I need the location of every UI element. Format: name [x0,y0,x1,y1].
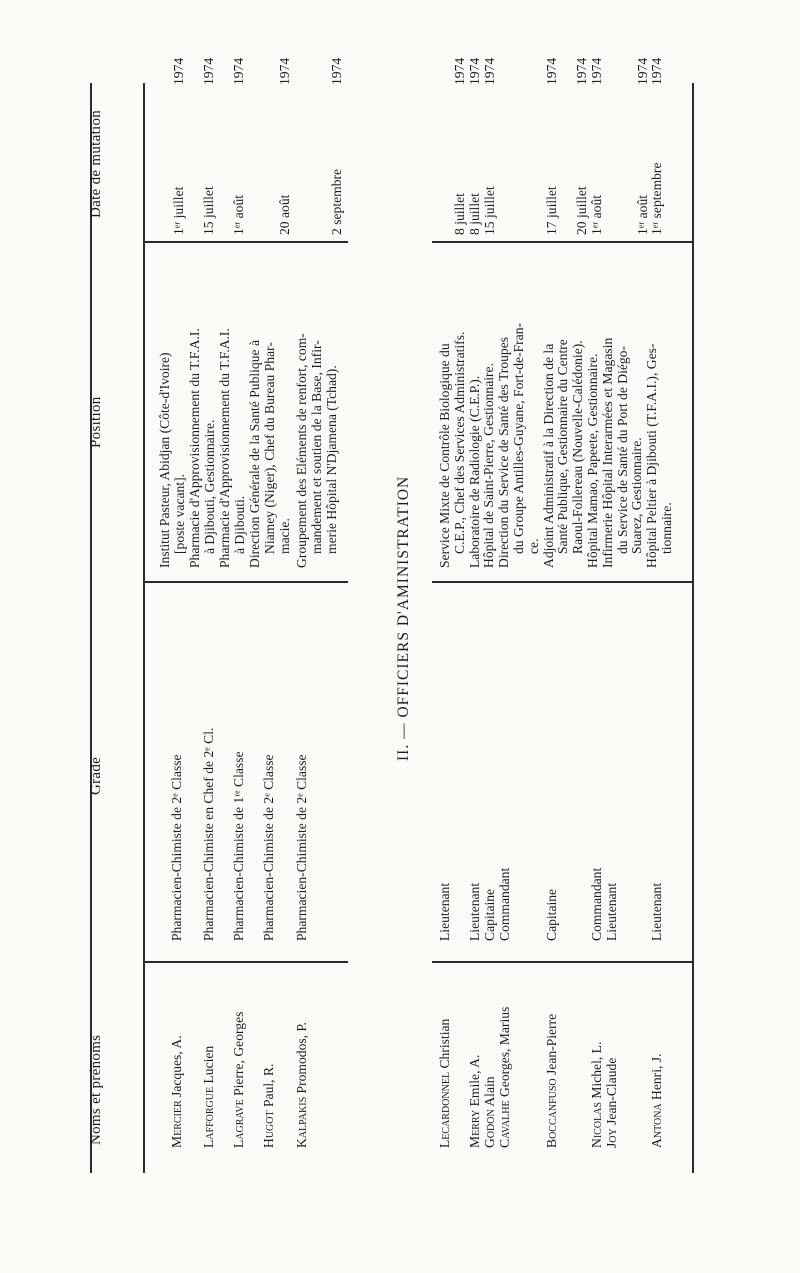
s2-name-8 [650,1054,665,1148]
date-text: 20 juillet [574,186,589,235]
year-text: 1974 [482,57,497,85]
year-text: 1974 [589,57,604,85]
s1-row3-name [232,1012,247,1148]
position-line: Direction du Service de Santé des Troupes [496,336,512,568]
col-sep-1-upper [143,962,348,964]
s1-row2-name [202,1046,217,1148]
given-name: Paul, R. [261,1063,276,1111]
section-2-title: II. — OFFICIERS D'AMINISTRATION [395,475,412,761]
surname: Mercier [169,1100,184,1148]
position-line: à Djibouti. [231,495,247,554]
col-sep-3-upper [143,242,348,244]
s1-row5-name [295,1022,310,1148]
bottom-border-line [692,83,694,1173]
s2-grade-8: Lieutenant [649,882,664,941]
header-bottom-line [143,83,145,1173]
given-name: Michel, L. [589,1041,604,1103]
position-line: Laboratoire de Radiologie (C.E.P.). [466,375,482,568]
given-name: Lucien [201,1045,216,1087]
s1-row4-position [248,340,292,568]
surname: Lagrave [231,1099,246,1148]
s2-name-5 [545,1014,560,1148]
position-line: merie Hôpital N'Djamena (Tchad). [323,365,339,554]
top-border-line [90,83,92,1173]
surname: Godon [482,1109,497,1148]
s2-grade-7: Lieutenant [604,882,619,941]
surname: Joy [604,1128,619,1148]
s1-row3-position [218,328,248,568]
date-text: 15 juillet [201,186,216,235]
s2-name-2 [468,1055,483,1148]
given-name: Emile, A. [467,1054,482,1110]
position-line: Institut Pasteur, Abidjan (Côte-d'Ivoire) [157,352,172,568]
s2-name-4 [498,1007,513,1148]
year-text: 1974 [544,57,559,85]
given-name: Jean-Claude [604,1057,619,1129]
given-name: Georges, Marius [497,1006,512,1101]
header-name: Noms et prénoms [88,1034,104,1145]
s2-name-3 [483,1076,498,1148]
col-sep-2-upper [143,582,348,584]
year-text: 1974 [452,57,467,85]
position-line: Hôpital de Saint-Pierre, Gestionnaire. [481,363,497,568]
s1-row1-name [170,1035,185,1148]
s2-positions [438,323,675,568]
s2-grade-1: Lieutenant [437,882,452,941]
col-sep-1-lower [432,962,694,964]
date-text: 1ᵉʳ septembre [649,162,664,235]
date-text: 15 juillet [482,186,497,235]
given-name: Christian [437,1018,452,1072]
surname: Antona [649,1103,664,1148]
position-line: Hôpital Mamao, Papeete, Gestionnaire. [584,353,600,568]
year-text: 1974 [277,57,292,85]
s2-grade-2: Lieutenant [467,882,482,941]
s2-grade-5: Capitaine [544,888,559,941]
year-text: 1974 [649,57,664,85]
s1-row1-position [158,352,188,568]
position-line: C.E.P., Chef des Services Administratifs. [451,331,467,554]
position-line: Pharmacie d'Approvisionnement du T.F.A.I. [187,328,202,568]
header-position: Position [88,396,104,448]
position-line: [poste vacant]. [171,473,187,554]
surname: Kalpakis [294,1096,309,1148]
position-line: Hôpital Peltier à Djibouti (T.F.A.I.), Ges- [644,343,660,568]
s2-grade-4: Commandant [497,867,512,941]
surname: Boccanfuso [544,1078,559,1148]
position-line: Suarez, Gestionnaire. [629,437,645,554]
s1-row2-position [188,328,218,568]
s2-grade-3: Capitaine [482,888,497,941]
header-date: Date de mutation [88,109,104,218]
s1-row2-grade: Pharmacien-Chimiste en Chef de 2ᵉ Cl. [201,727,216,941]
date-text: 1ᵉʳ août [589,194,604,235]
date-text: 20 août [277,194,292,235]
header-grade: Grade [88,756,104,795]
given-name: Jean-Pierre [544,1013,559,1079]
surname: Cavalhe [497,1100,512,1148]
year-text: 1974 [329,57,344,85]
year-text: 1974 [201,57,216,85]
given-name: Jacques, A. [169,1035,184,1101]
position-line: Pharmacie d'Approvisionnement du T.F.A.I. [217,328,232,568]
given-name: Henri, J. [649,1053,664,1104]
date-text: 17 juillet [544,186,559,235]
position-line: macie. [276,518,292,554]
given-name: Alain [482,1076,497,1110]
position-line: mandement et soutien de la Base, Infir- [308,340,324,554]
s2-name-1 [438,1019,453,1148]
s2-name-7 [605,1058,620,1148]
s1-row4-name [262,1064,277,1148]
position-line: Niamey (Niger), Chef du Bureau Phar- [261,342,277,554]
surname: Lecardonnel [437,1071,452,1148]
date-text: 1ᵉʳ août [635,194,650,235]
surname: Nicolas [589,1102,604,1148]
col-sep-3-lower [432,242,694,244]
position-line: Adjoint Administratif à la Direction de la [540,343,556,568]
col-sep-2-lower [432,582,694,584]
s2-grade-6: Commandant [589,867,604,941]
position-line: à Djibouti, Gestionnaire. [201,419,217,554]
year-text: 1974 [635,57,650,85]
position-line: Santé Publique, Gestionnaire du Centre [555,339,571,554]
date-text: 1ᵉʳ août [231,194,246,235]
given-name: Promodos, P. [294,1022,309,1097]
date-text: 8 juillet [467,193,482,235]
position-line: du Groupe Antilles-Guyane, Fort-de-Fran- [510,322,526,554]
position-line: Service Mixte de Contrôle Biologique du [437,343,452,568]
position-line: Infirmerie Hôpital Interarmées et Magasin [599,337,615,568]
s2-name-6 [590,1042,605,1148]
s1-row4-grade: Pharmacien-Chimiste de 2ᵉ Classe [261,754,276,941]
surname: Hugot [261,1110,276,1148]
date-text: 1ᵉʳ juillet [171,186,186,235]
date-text: 2 septembre [329,168,344,235]
position-line: ce. [525,538,541,554]
given-name: Pierre, Georges [231,1011,246,1100]
position-line: tionnaire. [658,502,674,554]
s1-row3-grade: Pharmacien-Chimiste de 1ʳᵉ Classe [231,751,246,941]
date-text: 8 juillet [452,193,467,235]
year-text: 1974 [467,57,482,85]
s1-row5-position [295,333,339,568]
surname: Merry [467,1109,482,1148]
position-line: du Service de Santé du Port de Diégo- [614,345,630,554]
position-line: Groupement des Eléments de renfort, com- [294,333,309,568]
year-text: 1974 [171,57,186,85]
position-line: Raoul-Follereau (Nouvelle-Calédonie). [570,340,586,554]
year-text: 1974 [574,57,589,85]
s1-row1-grade: Pharmacien-Chimiste de 2ᵉ Classe [169,754,184,941]
year-text: 1974 [231,57,246,85]
surname: Lafforgue [201,1086,216,1148]
position-line: Direction Générale de la Santé Publique à [247,340,262,568]
s1-row5-grade: Pharmacien-Chimiste de 2ᵉ Classe [294,754,309,941]
